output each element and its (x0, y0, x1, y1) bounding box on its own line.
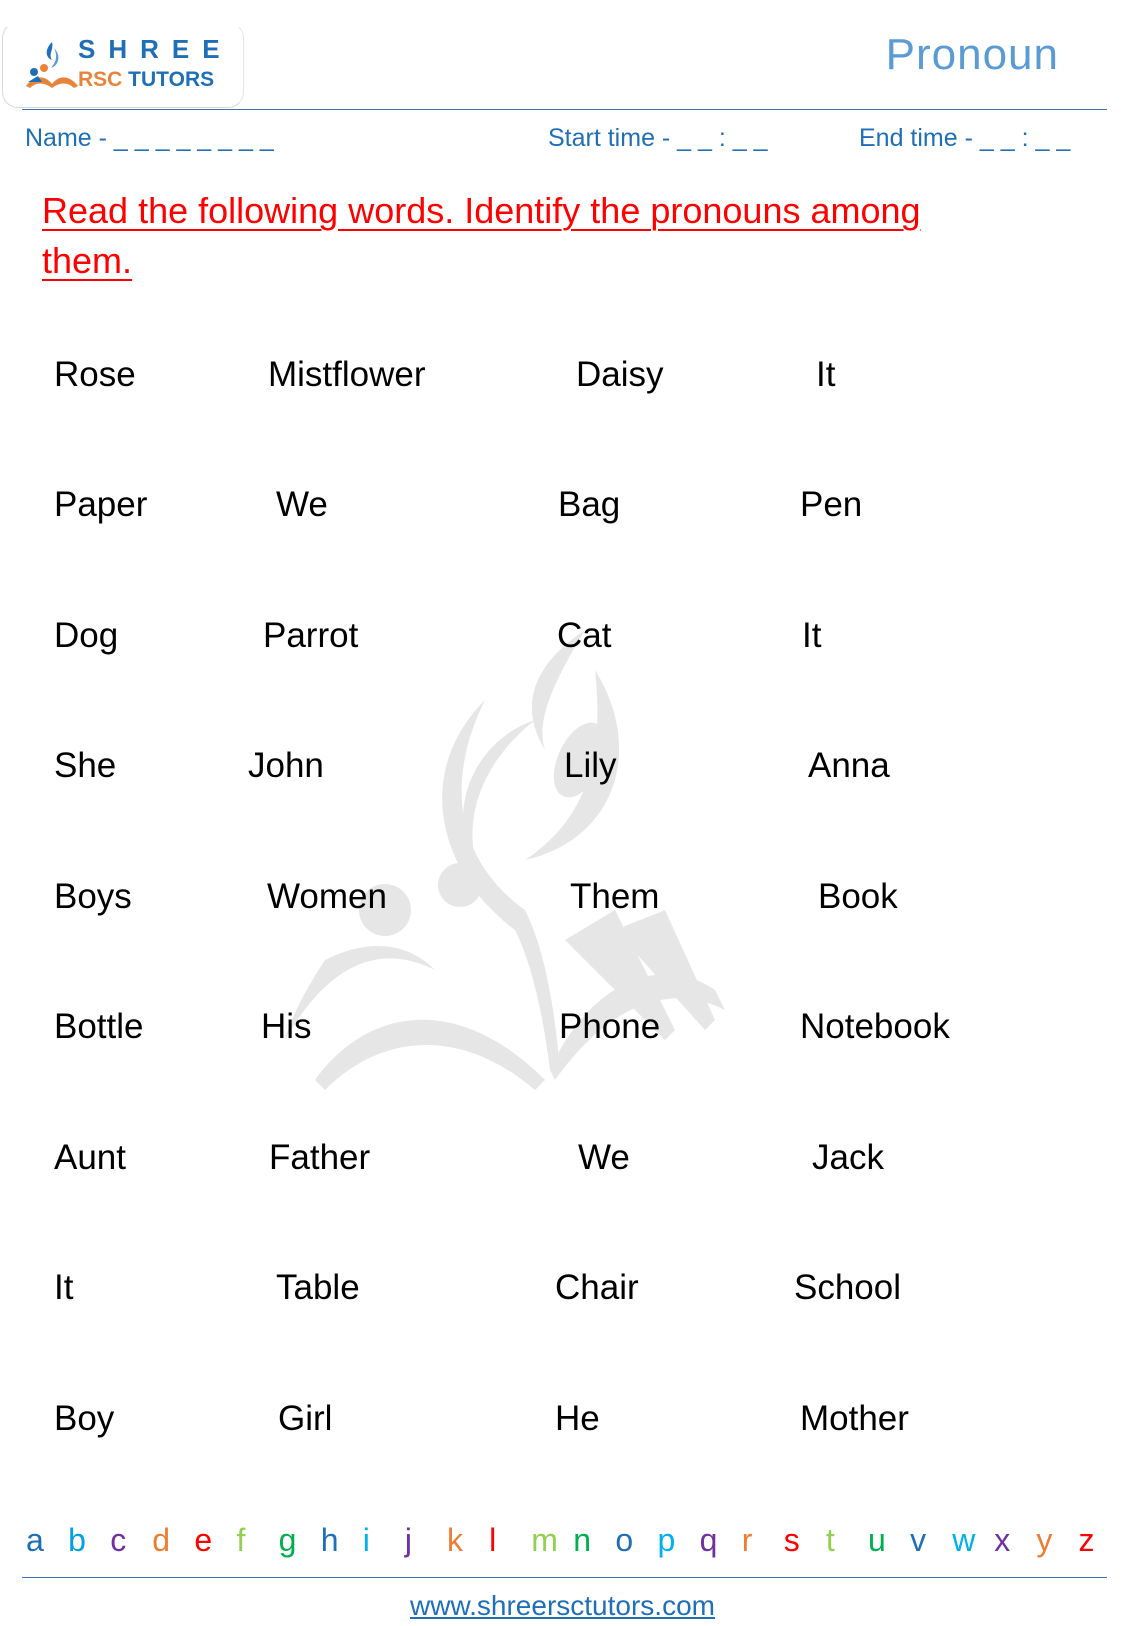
word-cell: Cat (557, 616, 612, 655)
word-cell: Bottle (54, 1007, 144, 1046)
word-cell: Boy (54, 1399, 115, 1438)
word-cell: It (802, 616, 822, 655)
footer-divider (22, 1577, 1107, 1578)
word-cell: Anna (808, 746, 890, 785)
name-field[interactable]: Name - _ _ _ _ _ _ _ _ (25, 124, 274, 152)
word-cell: It (54, 1268, 74, 1307)
word-cell: Them (570, 877, 660, 916)
alphabet-letter: n (573, 1522, 592, 1558)
word-cell: Rose (54, 355, 136, 394)
alphabet-letter: o (615, 1522, 634, 1558)
alphabet-letter: r (741, 1522, 753, 1558)
worksheet-topic: Pronoun (885, 30, 1059, 79)
alphabet-letter: e (194, 1522, 213, 1558)
alphabet-letter: b (68, 1522, 86, 1558)
word-cell: It (816, 355, 836, 394)
word-cell: Table (276, 1268, 360, 1307)
header-divider (22, 109, 1107, 110)
word-cell: Pen (800, 485, 863, 524)
alphabet-letter: y (1036, 1522, 1053, 1558)
word-cell: Mistflower (268, 355, 426, 394)
end-time-field[interactable]: End time - _ _ : _ _ (859, 124, 1071, 152)
instruction-line-1: Read the following words. Identify the pronouns among (42, 190, 921, 231)
alphabet-letter: k (447, 1522, 463, 1558)
word-cell: We (276, 485, 328, 524)
word-cell: Notebook (800, 1007, 950, 1046)
alphabet-letter: m (531, 1522, 558, 1558)
word-cell: Parrot (263, 616, 359, 655)
word-cell: School (794, 1268, 902, 1307)
word-cell: John (248, 746, 324, 785)
alphabet-letter: v (910, 1522, 927, 1558)
alphabet-letter: h (320, 1522, 339, 1558)
word-cell: We (578, 1138, 630, 1177)
watermark-logo-icon (285, 610, 755, 1110)
word-cell: He (555, 1399, 600, 1438)
alphabet-letter: c (110, 1522, 127, 1558)
word-cell: Dog (54, 616, 119, 655)
word-cell: Father (269, 1138, 371, 1177)
word-cell: Phone (559, 1007, 661, 1046)
word-cell: Paper (54, 485, 148, 524)
alphabet-letter: u (868, 1522, 886, 1558)
alphabet-letter: l (489, 1522, 497, 1558)
alphabet-letter: x (994, 1522, 1011, 1558)
word-cell: Daisy (576, 355, 664, 394)
alphabet-letter: q (699, 1522, 718, 1558)
logo-subtitle-tutors: TUTORS (122, 68, 215, 91)
alphabet-letter: g (278, 1522, 297, 1558)
alphabet-letter: d (152, 1522, 171, 1558)
word-cell: Jack (812, 1138, 884, 1177)
word-cell: Lily (564, 746, 617, 785)
instruction-line-2: them. (42, 240, 133, 281)
word-cell: Aunt (54, 1138, 126, 1177)
logo-title: SHREE (78, 34, 233, 64)
word-cell: Book (818, 877, 898, 916)
alphabet-letter: t (825, 1522, 835, 1558)
word-cell: Girl (278, 1399, 333, 1438)
word-cell: Women (267, 877, 387, 916)
alphabet-letter: j (404, 1522, 412, 1558)
logo-subtitle (78, 68, 214, 92)
word-cell: She (54, 746, 117, 785)
alphabet-letter: z (1078, 1522, 1095, 1558)
alphabet-letter: f (236, 1522, 246, 1558)
logo-subtitle-rsc: RSC (78, 68, 123, 91)
word-cell: Mother (800, 1399, 909, 1438)
alphabet-letter: a (26, 1522, 44, 1558)
word-cell: Boys (54, 877, 132, 916)
start-time-field[interactable]: Start time - _ _ : _ _ (548, 124, 768, 152)
alphabet-letter: w (952, 1522, 976, 1558)
word-cell: Bag (558, 485, 621, 524)
alphabet-letter: s (783, 1522, 800, 1558)
alphabet-letter: i (362, 1522, 370, 1558)
website-link[interactable]: www.shreersctutors.com (410, 1590, 715, 1621)
word-cell: His (261, 1007, 312, 1046)
word-cell: Chair (555, 1268, 639, 1307)
logo-flame-book-icon (24, 38, 80, 94)
alphabet-letter: p (657, 1522, 676, 1558)
